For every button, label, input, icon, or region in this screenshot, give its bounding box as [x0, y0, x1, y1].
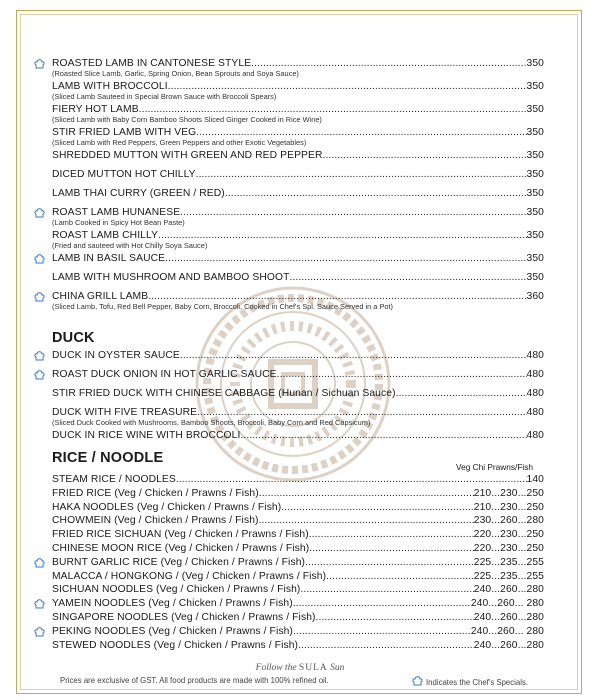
menu-item: [52, 543, 544, 555]
menu-item-line: [52, 350, 544, 362]
menu-item-price: 240...260...280: [473, 639, 544, 651]
menu-item-line: [52, 529, 544, 541]
menu-item: [52, 207, 544, 227]
menu-item-name: ROAST LAMB HUNANESE: [52, 207, 181, 218]
footer-tagline: [0, 663, 600, 673]
menu-item-name: CHINESE MOON RICE (Veg / Chicken / Prawns / Fish): [52, 543, 310, 554]
menu-item: [52, 253, 544, 265]
menu-item-name: ROASTED LAMB IN CANTONESE STYLE: [52, 58, 252, 69]
menu-item-price: 350: [526, 127, 544, 138]
menu-item: [52, 557, 544, 569]
menu-item-name: PEKING NOODLES (Veg / Chicken / Prawns / Fish): [52, 625, 293, 637]
menu-item: [52, 230, 544, 250]
leader-dots: [180, 207, 526, 219]
menu-item-price: 480: [526, 388, 544, 399]
menu-item-line: [52, 272, 544, 284]
menu-item: [52, 81, 544, 101]
leader-dots: [281, 502, 473, 514]
leader-dots: [165, 253, 526, 265]
menu-item-price: 225...235...255: [473, 570, 544, 582]
leader-dots: [176, 474, 527, 486]
menu-item-price: 240...260... 280: [470, 625, 544, 637]
menu-item: [52, 640, 544, 652]
chef-hat-icon: [34, 627, 45, 637]
menu-item: [52, 474, 544, 486]
menu-item-line: [52, 571, 544, 583]
menu-item-name: SICHUAN NOODLES (Veg / Chicken / Prawns / Fish): [52, 584, 301, 596]
leader-dots: [289, 272, 526, 284]
chef-hat-icon: [412, 676, 423, 686]
menu-item-price: 350: [526, 207, 544, 218]
menu-item-price: 240...260...280: [473, 584, 544, 596]
menu-item: [52, 407, 544, 427]
menu-item-name: MALACCA / HONGKONG / (Veg / Chicken / Prawns / Fish): [52, 570, 327, 582]
leader-dots: [326, 571, 474, 583]
menu-item-price: 350: [526, 188, 544, 199]
menu-item-description: (Roasted Slice Lamb, Garlic, Spring Onion, Bean Sprouts and Soya Sauce): [52, 69, 299, 78]
leader-dots: [277, 369, 527, 381]
menu-item-name: LAMB IN BASIL SAUCE: [52, 253, 166, 264]
menu-item: [52, 584, 544, 596]
menu-item-name: FRIED RICE (Veg / Chicken / Prawns / Fish): [52, 487, 259, 499]
menu-item-price: 230...260...280: [473, 515, 544, 527]
menu-item-name: STEAM RICE / NOODLES: [52, 474, 176, 485]
menu-item-name: BURNT GARLIC RICE (Veg / Chicken / Prawns / Fish): [52, 556, 306, 568]
menu-item-line: [52, 557, 544, 569]
menu-item-line: [52, 188, 544, 200]
chef-hat-icon: [34, 599, 45, 609]
leader-dots: [180, 350, 527, 362]
leader-dots: [396, 388, 527, 400]
menu-item-name: ROAST LAMB CHILLY: [52, 230, 159, 241]
menu-item-name: SHREDDED MUTTON WITH GREEN AND RED PEPPER: [52, 150, 323, 161]
footer-chef-legend: [412, 676, 528, 687]
watermark-emblem-icon: [193, 284, 393, 484]
menu-item: [52, 529, 544, 541]
menu-item-line: [52, 169, 544, 181]
chef-hat-icon: [34, 208, 45, 218]
menu-item-name: STIR FRIED DUCK WITH CHINESE CABBAGE (Hunan / Sichuan Sauce): [52, 388, 396, 399]
menu-item-name: DUCK IN RICE WINE WITH BROCCOLI: [52, 430, 241, 441]
menu-item-price: 350: [526, 150, 544, 161]
menu-item: [52, 515, 544, 527]
menu-item-name: CHOWMEIN (Veg / Chicken / Prawns / Fish): [52, 515, 259, 527]
menu-item-description: (Sliced Lamb with Red Peppers, Green Peppers and other Exotic Vegetables): [52, 138, 307, 147]
menu-item: [52, 127, 544, 147]
footer-brand: SULA: [298, 663, 328, 673]
chef-hat-icon: [34, 351, 45, 361]
chef-hat-icon: [34, 292, 45, 302]
menu-item-line: [52, 150, 544, 162]
menu-item: [52, 169, 544, 181]
chef-hat-icon: [34, 558, 45, 568]
menu-item-description: (Sliced Duck Cooked with Mushrooms, Bamboo Shoots, Broccoli, Baby Corn and Red Capsicum): [52, 418, 371, 427]
menu-item: [52, 388, 544, 400]
menu-item-price: 240...260...280: [473, 612, 544, 623]
menu-item-line: [52, 612, 544, 624]
menu-item-price: 480: [526, 369, 544, 380]
menu-item-description: (Sliced Lamb, Tofu, Red Bell Pepper, Baby Corn, Broccoli, Cooked in Chef's Spl. Sauce Served in a Pot): [52, 302, 394, 311]
menu-item-description: (Sliced Lamb with Baby Corn Bamboo Shoots Sliced Ginger Cooked in Rice Wine): [52, 115, 322, 124]
menu-item: [52, 272, 544, 284]
menu-item-price: 350: [526, 230, 544, 241]
menu-item: [52, 612, 544, 624]
menu-item-price: 240...260... 280: [470, 598, 544, 610]
menu-item-price: 210...230...250: [473, 487, 544, 499]
rice-price-columns-header: Veg Chi Prawns/Fish: [456, 462, 534, 472]
menu-item-name: STIR FRIED LAMB WITH VEG: [52, 127, 197, 138]
menu-item-price: 350: [526, 272, 544, 283]
footer-tagline-prefix: Follow the: [255, 663, 299, 673]
menu-item-price: 140: [526, 474, 544, 485]
menu-item-name: LAMB WITH BROCCOLI: [52, 81, 168, 92]
footer-tagline-suffix: Sun: [327, 663, 345, 673]
leader-dots: [293, 598, 471, 610]
menu-item: [52, 350, 544, 362]
menu-item-line: [52, 430, 544, 442]
leader-dots: [298, 640, 474, 652]
menu-item-line: [52, 598, 544, 610]
leader-dots: [305, 557, 474, 569]
menu-item-price: 225...235...255: [473, 556, 544, 568]
menu-item-name: HAKA NOODLES (Veg / Chicken / Prawns / Fish): [52, 501, 282, 513]
menu-item-name: FIERY HOT LAMB: [52, 104, 139, 115]
menu-item-line: [52, 488, 544, 500]
menu-item-price: 350: [526, 58, 544, 69]
rice-noodle-heading: RICE / NOODLE: [52, 450, 164, 466]
menu-item: [52, 369, 544, 381]
menu-item-price: 220...230...250: [473, 543, 544, 554]
menu-item: [52, 626, 544, 638]
menu-item-name: FRIED RICE SICHUAN (Veg / Chicken / Prawns / Fish): [52, 529, 309, 541]
menu-item-name: DUCK WITH FIVE TREASURE: [52, 407, 198, 418]
menu-item-price: 350: [526, 104, 544, 115]
menu-item-line: [52, 369, 544, 381]
menu-item-description: (Fried and sauteed with Hot Chilly Soya Sauce): [52, 241, 208, 250]
menu-item-description: (Lamb Cooked in Spicy Hot Bean Paste): [52, 218, 185, 227]
footer-price-note: Prices are exclusive of GST. All food products are made with 100% refined oil.: [60, 676, 329, 685]
chef-hat-icon: [34, 59, 45, 69]
leader-dots: [240, 430, 526, 442]
menu-item-name: LAMB THAI CURRY (GREEN / RED): [52, 188, 225, 199]
leader-dots: [323, 150, 527, 162]
menu-item-price: 350: [526, 253, 544, 264]
duck-heading: DUCK: [52, 330, 95, 346]
menu-item-line: [52, 584, 544, 596]
menu-item-line: [52, 388, 544, 400]
menu-item: [52, 58, 544, 78]
leader-dots: [300, 584, 473, 596]
menu-item-description: (Sliced Lamb Sauteed in Special Brown Sauce with Broccoli Spears): [52, 92, 277, 101]
menu-item: [52, 291, 544, 311]
leader-dots: [225, 188, 527, 200]
menu-item-name: SINGAPORE NOODLES (Veg / Chicken / Prawns / Fish): [52, 612, 316, 623]
leader-dots: [259, 515, 474, 527]
menu-item-name: LAMB WITH MUSHROOM AND BAMBOO SHOOT: [52, 272, 290, 283]
menu-item-name: DICED MUTTON HOT CHILLY: [52, 169, 196, 180]
menu-item-name: STEWED NOODLES (Veg / Chicken / Prawns / Fish): [52, 639, 299, 651]
menu-item-name: ROAST DUCK ONION IN HOT GARLIC SAUCE: [52, 369, 277, 380]
menu-item-line: [52, 515, 544, 527]
chef-hat-icon: [34, 254, 45, 264]
menu-item: [52, 598, 544, 610]
menu-item: [52, 571, 544, 583]
menu-item-line: [52, 474, 544, 486]
menu-item-price: 480: [526, 430, 544, 441]
leader-dots: [259, 488, 474, 500]
menu-item: [52, 488, 544, 500]
menu-item-price: 210...230...250: [473, 501, 544, 513]
menu-item-line: [52, 543, 544, 555]
menu-item: [52, 150, 544, 162]
menu-item-price: 360: [526, 291, 544, 302]
chef-hat-icon: [34, 370, 45, 380]
menu-item: [52, 430, 544, 442]
menu-item-price: 480: [526, 407, 544, 418]
menu-item-line: [52, 640, 544, 652]
menu-item-price: 350: [526, 81, 544, 92]
menu-item-name: CHINA GRILL LAMB: [52, 291, 149, 302]
menu-item: [52, 104, 544, 124]
menu-item-price: 350: [526, 169, 544, 180]
leader-dots: [309, 529, 474, 541]
menu-item-price: 220...230...250: [473, 529, 544, 541]
leader-dots: [309, 543, 474, 555]
menu-item-name: YAMEIN NOODLES (Veg / Chicken / Prawns / Fish): [52, 598, 293, 610]
menu-item: [52, 502, 544, 514]
menu-item: [52, 188, 544, 200]
chef-legend-text: Indicates the Chef's Specials.: [426, 678, 529, 687]
leader-dots: [316, 612, 474, 624]
menu-item-name: DUCK IN OYSTER SAUCE: [52, 350, 180, 361]
menu-item-line: [52, 253, 544, 265]
menu-item-price: 480: [526, 350, 544, 361]
leader-dots: [293, 626, 471, 638]
menu-item-line: [52, 502, 544, 514]
leader-dots: [196, 169, 527, 181]
menu-item-line: [52, 626, 544, 638]
leader-dots: [158, 230, 526, 242]
